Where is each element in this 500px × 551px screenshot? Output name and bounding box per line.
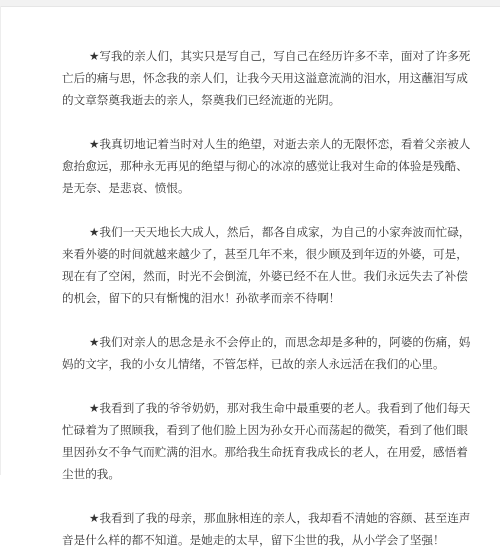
- article-paragraph: ★我看到了我的母亲，那血脉相连的亲人，我却看不清她的容颜、甚至连声音是什么样的都不知道。是她走的太早，留下尘世的我，从小学会了坚强！: [62, 511, 471, 547]
- article-paragraph: ★我们对亲人的思念是永不会停止的，而思念却是多种的，阿婆的伤痛，妈妈的文字，我的小女儿情绪，不管怎样，已故的亲人永远活在我们的心里。: [62, 335, 471, 371]
- top-border: [0, 0, 500, 7]
- article-body: [62, 45, 474, 551]
- left-border: [0, 6, 1, 475]
- article-paragraph: ★我们一天天地长大成人，然后，都各自成家，为自己的小家奔波而忙碌，来看外婆的时间就越来越少了，甚至几年不来，很少顾及到年迈的外婆，可是，现在有了空闲，然而，时光不会倒流，外婆已经不在人世。我们永远失去了补偿的机会，留下的只有惭愧的泪水！孙欲孝而亲不待啊！: [62, 225, 471, 305]
- article-paragraph: ★我看到了我的爷爷奶奶，那对我生命中最重要的老人。我看到了他们每天忙碌着为了照顾我，看到了他们脸上因为孙女开心而荡起的微笑，看到了他们眼里因孙女不争气而贮满的泪水。那给我生命抚育我成长的老人，在用爱，感悟着尘世的我。: [62, 401, 471, 481]
- article-paragraph: ★写我的亲人们，其实只是写自己，写自己在经历许多不幸，面对了许多死亡后的痛与思，怀念我的亲人们，让我今天用这溢意流淌的泪水，用这蘸泪写成的文章祭奠我逝去的亲人，祭奠我们已经流逝的光阴。: [62, 49, 471, 107]
- article-paragraph: ★我真切地记着当时对人生的绝望，对逝去亲人的无限怀恋，看着父亲被人愈抬愈远，那种永无再见的绝望与彻心的冰凉的感觉让我对生命的体验是残酷、是无奈、是悲哀、愤恨。: [62, 137, 471, 195]
